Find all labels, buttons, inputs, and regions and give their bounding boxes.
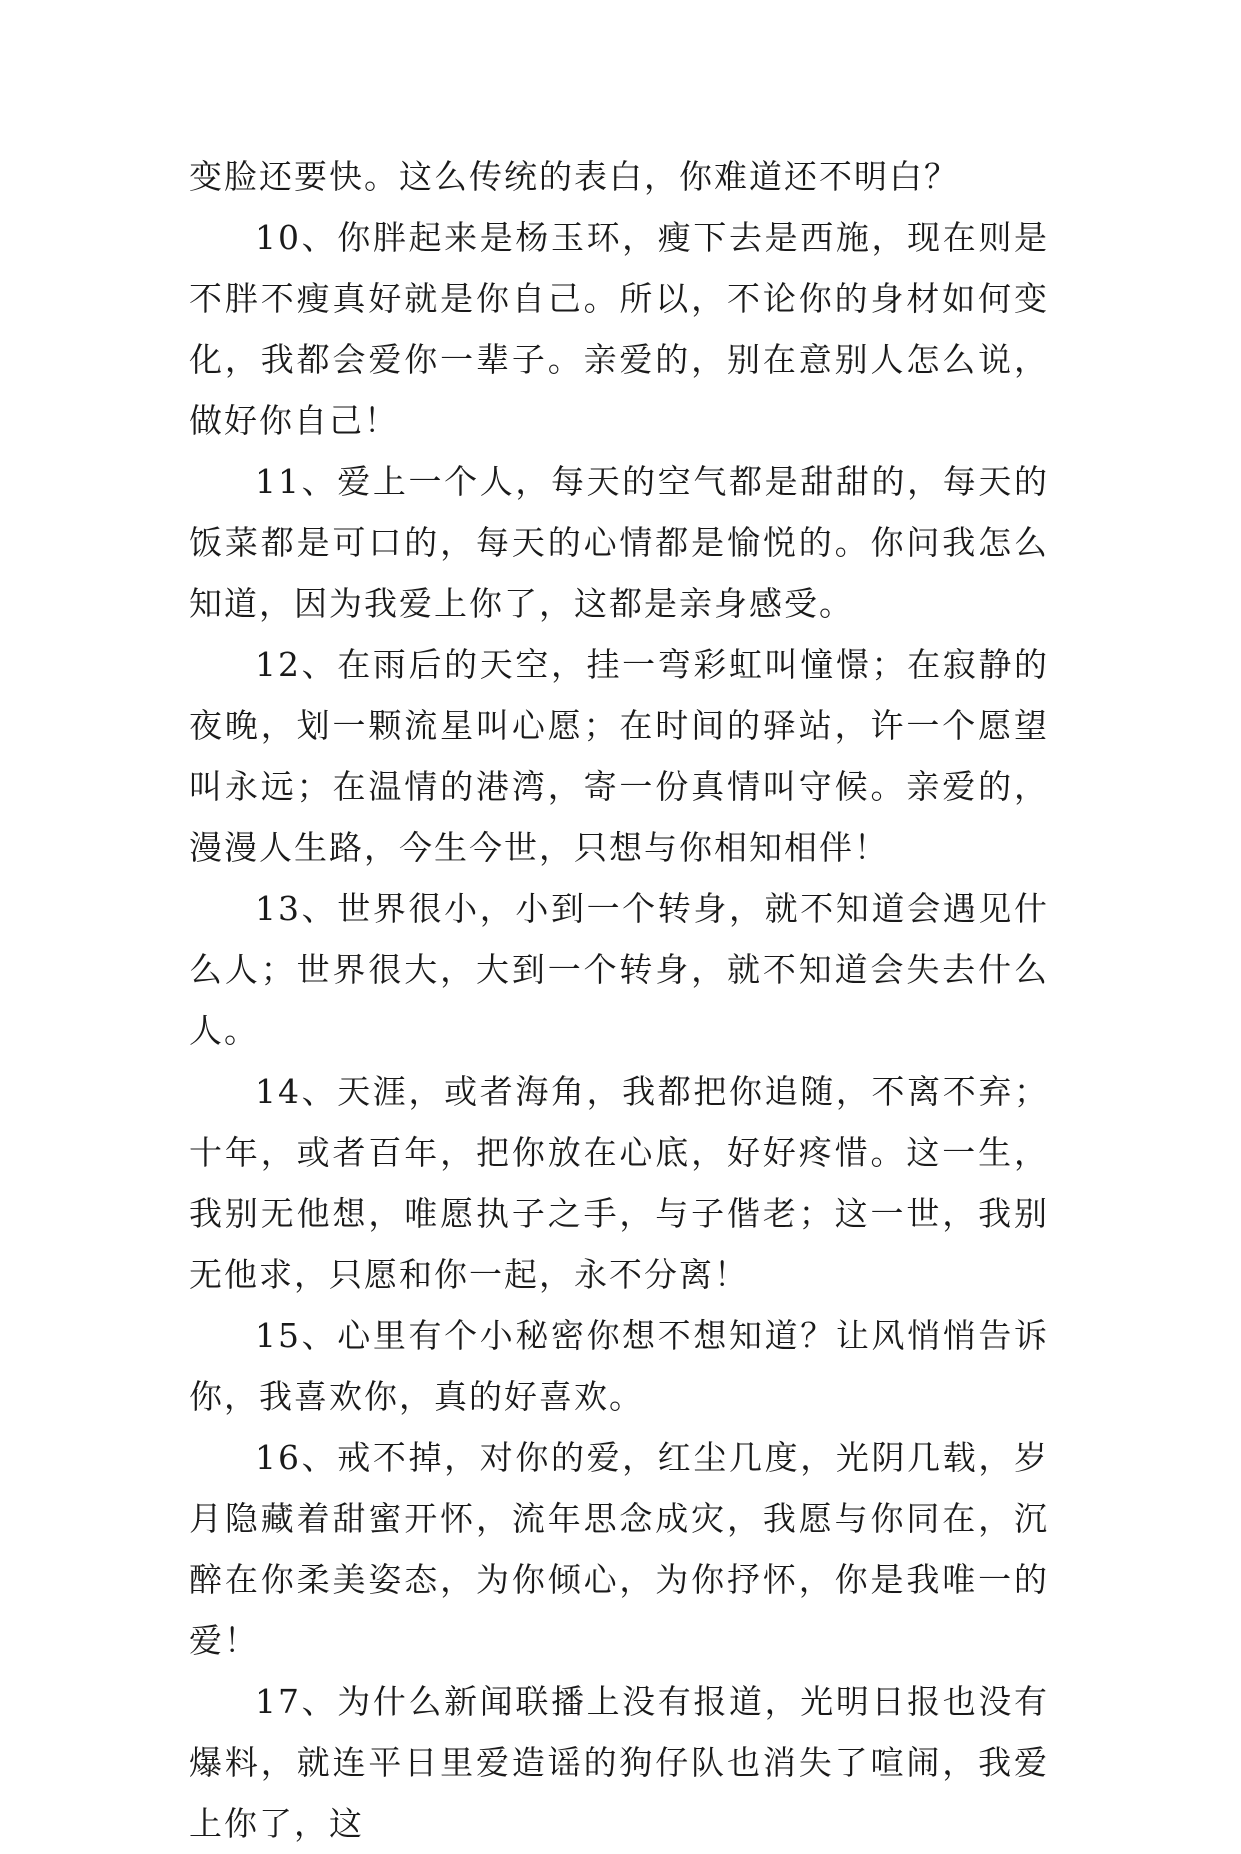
paragraph-13: 13、世界很小，小到一个转身，就不知道会遇见什么人；世界很大，大到一个转身，就不知道会失去什么人。 (189, 889, 1049, 1050)
paragraph-12: 12、在雨后的天空，挂一弯彩虹叫憧憬；在寂静的夜晚，划一颗流星叫心愿；在时间的驿站，许一个愿望叫永远；在温情的港湾，寄一份真情叫守候。亲爱的，漫漫人生路，今生今世，只想与你相知相伴！ (189, 645, 1049, 867)
paragraph-17: 17、为什么新闻联播上没有报道，光明日报也没有爆料，就连平日里爱造谣的狗仔队也消失了喧闹，我爱上你了，这 (189, 1682, 1049, 1843)
document-body (189, 146, 1049, 1854)
paragraph-continuation: 变脸还要快。这么传统的表白，你难道还不明白？ (189, 157, 959, 196)
paragraph-16: 16、戒不掉，对你的爱，红尘几度，光阴几载，岁月隐藏着甜蜜开怀，流年思念成灾，我愿与你同在，沉醉在你柔美姿态，为你倾心，为你抒怀，你是我唯一的爱！ (189, 1438, 1049, 1660)
paragraph-15: 15、心里有个小秘密你想不想知道？让风悄悄告诉你，我喜欢你，真的好喜欢。 (189, 1316, 1049, 1416)
paragraph-10: 10、你胖起来是杨玉环，瘦下去是西施，现在则是不胖不瘦真好就是你自己。所以，不论你的身材如何变化，我都会爱你一辈子。亲爱的，别在意别人怎么说，做好你自己！ (189, 218, 1049, 440)
paragraph-11: 11、爱上一个人，每天的空气都是甜甜的，每天的饭菜都是可口的，每天的心情都是愉悦的。你问我怎么知道，因为我爱上你了，这都是亲身感受。 (189, 462, 1049, 623)
paragraph-14: 14、天涯，或者海角，我都把你追随，不离不弃；十年，或者百年，把你放在心底，好好疼惜。这一生，我别无他想，唯愿执子之手，与子偕老；这一世，我别无他求，只愿和你一起，永不分离！ (189, 1072, 1049, 1294)
